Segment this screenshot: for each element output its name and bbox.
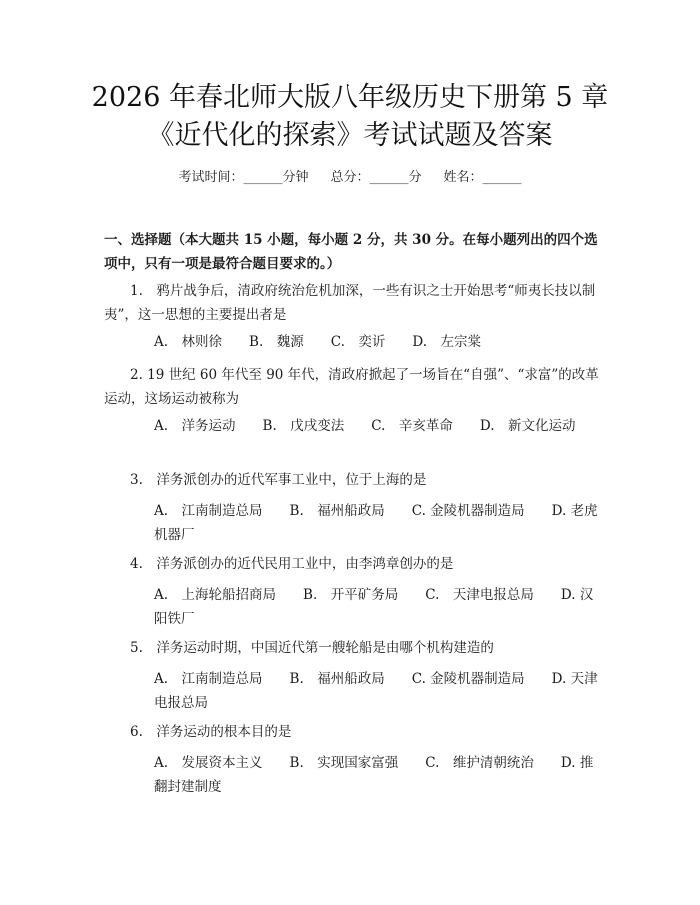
question-1-stem: 1. 鸦片战争后，清政府统治危机加深，一些有识之士开始思考“师夷长技以制夷”，这一思想的主要提出者是: [104, 283, 596, 323]
question-1-options: A. 林则徐 B. 魏源 C. 奕䜣 D. 左宗棠: [154, 334, 482, 350]
question-6-stem: 6. 洋务运动的根本目的是: [130, 724, 292, 740]
section-heading: 一、选择题（本大题共 15 小题，每小题 2 分，共 30 分。在每小题列出的四个选项中，只有一项是最符合题目要求的。）: [104, 232, 598, 272]
question-5-options: A. 江南制造总局 B. 福州船政局 C. 金陵机器制造局 D. 天津电报总局: [154, 671, 598, 711]
exam-info: [0, 168, 700, 188]
question-2-options: A. 洋务运动 B. 戊戌变法 C. 辛亥革命 D. 新文化运动: [154, 418, 576, 434]
page-title-line2: 《近代化的探索》考试试题及答案: [147, 120, 553, 151]
question-3-stem: 3. 洋务派创办的近代军事工业中，位于上海的是: [130, 472, 427, 488]
question-4-options: A. 上海轮船招商局 B. 开平矿务局 C. 天津电报总局 D. 汉阳铁厂: [154, 587, 594, 627]
question-5-stem: 5. 洋务运动时期，中国近代第一艘轮船是由哪个机构建造的: [130, 640, 494, 656]
total-score: 总分：______分: [330, 170, 422, 185]
question-2-stem: 2. 19 世纪 60 年代至 90 年代，清政府掀起了一场旨在“自强”、“求富”的改革运动，这场运动被称为: [104, 367, 599, 407]
question-6-options: A. 发展资本主义 B. 实现国家富强 C. 维护清朝统治 D. 推翻封建制度: [154, 755, 594, 795]
question-4-stem: 4. 洋务派创办的近代民用工业中，由李鸿章创办的是: [130, 556, 454, 572]
exam-time: 考试时间：______分钟: [178, 170, 309, 185]
question-3-options: A. 江南制造总局 B. 福州船政局 C. 金陵机器制造局 D. 老虎机器厂: [154, 503, 598, 543]
page-title-line1: 2026 年春北师大版八年级历史下册第 5 章: [91, 82, 609, 113]
student-name: 姓名：______: [443, 170, 522, 185]
